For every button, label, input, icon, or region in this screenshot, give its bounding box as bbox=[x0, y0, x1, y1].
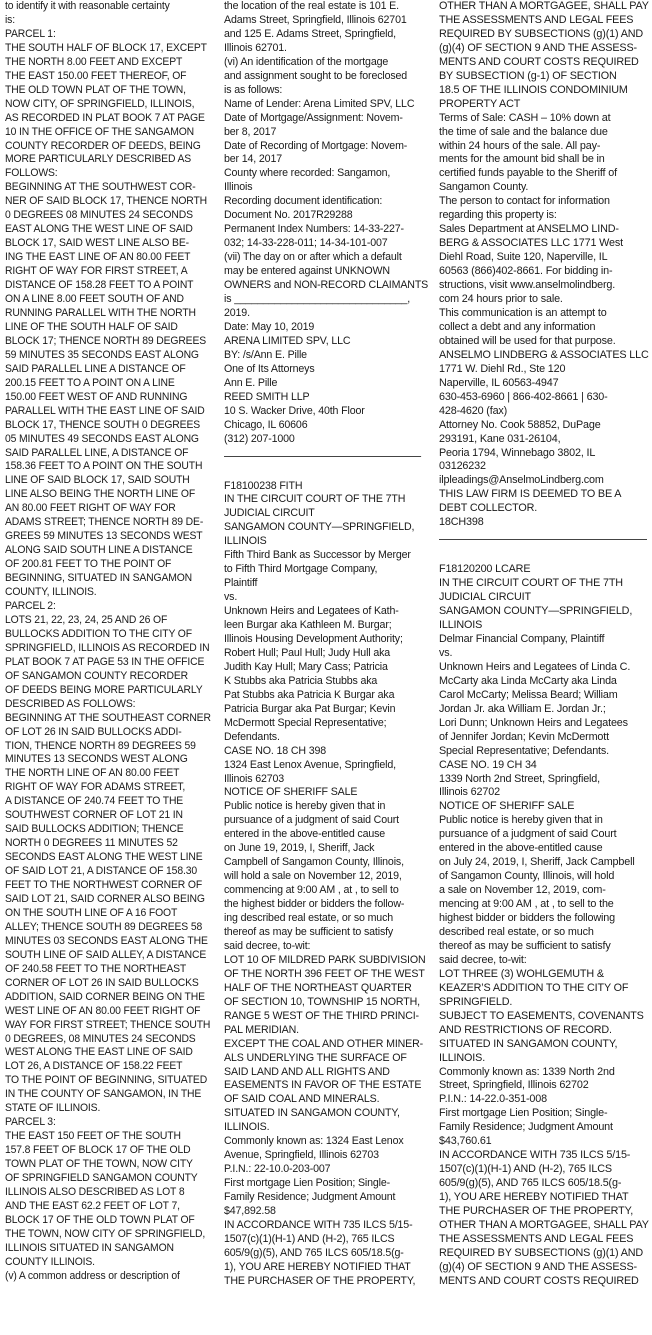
text-line: This communication is an attempt to bbox=[439, 306, 607, 319]
text-line: ON THE SOUTH LINE OF A 16 FOOT bbox=[5, 906, 178, 919]
text-line: PARALLEL WITH THE EAST LINE OF SAID bbox=[5, 404, 205, 417]
text-line: First mortgage Lien Position; Single- bbox=[439, 1107, 608, 1120]
text-line: NER OF SAID BLOCK 17, THENCE NORTH bbox=[5, 195, 208, 208]
text-line: BLOCK 17; THENCE NORTH 89 DEGREES bbox=[5, 334, 207, 347]
text-line: STATE OF ILLINOIS. bbox=[5, 1102, 101, 1115]
text-line: 605/9(g)(5), AND 765 ILCS 605/18.5(g- bbox=[224, 1246, 404, 1259]
text-line: is: bbox=[5, 13, 15, 26]
text-line: SOUTHWEST CORNER OF LOT 21 IN bbox=[5, 809, 183, 822]
text-line: Sales Department at ANSELMO LIND- bbox=[439, 223, 619, 236]
text-line: LOTS 21, 22, 23, 24, 25 AND 26 OF bbox=[5, 613, 168, 626]
text-line: CORNER OF LOT 26 IN SAID BULLOCKS bbox=[5, 976, 199, 989]
text-line: SITUATED IN SANGAMON COUNTY, bbox=[224, 1107, 400, 1120]
text-line: One of Its Attorneys bbox=[224, 362, 315, 375]
text-line: McCarty aka Linda McCarty aka Linda bbox=[439, 674, 617, 687]
text-line: Fifth Third Bank as Successor by Merger bbox=[224, 549, 411, 562]
text-line: 428-4620 (fax) bbox=[439, 404, 508, 417]
text-line: OF DEEDS BEING MORE PARTICULARLY bbox=[5, 683, 203, 696]
text-line: Family Residence; Judgment Amount bbox=[224, 1191, 396, 1204]
text-line: com 24 hours prior to sale. bbox=[439, 293, 563, 306]
text-line: MENTS AND COURT COSTS REQUIRED bbox=[439, 1274, 639, 1287]
text-line: Patricia Burgar aka Pat Burgar; Kevin bbox=[224, 702, 396, 715]
text-line: 1507(c)(1)(H-1) AND (H-2), 765 ILCS bbox=[224, 1232, 395, 1245]
text-line: LINE OF THE SOUTH HALF OF SAID bbox=[5, 320, 178, 333]
text-line: $43,760.61 bbox=[439, 1135, 492, 1148]
text-line: RIGHT OF WAY FOR ADAMS STREET, bbox=[5, 781, 186, 794]
text-line: SANGAMON COUNTY—SPRINGFIELD, bbox=[439, 605, 633, 618]
text-line: BLOCK 17 OF THE OLD TOWN PLAT OF bbox=[5, 1213, 195, 1226]
text-line: 1), YOU ARE HEREBY NOTIFIED THAT bbox=[224, 1260, 411, 1273]
text-line: Jordan Jr. aka William E. Jordan Jr.; bbox=[439, 702, 606, 715]
text-line: Illinois 62701. bbox=[224, 41, 287, 54]
text-line: 1), YOU ARE HEREBY NOTIFIED THAT bbox=[439, 1191, 629, 1204]
text-line: LINE OF SAID BLOCK 17, SAID SOUTH bbox=[5, 474, 190, 487]
text-line: DEBT COLLECTOR. bbox=[439, 502, 538, 515]
text-line: Campbell of Sangamon County, Illinois, bbox=[224, 856, 404, 869]
divider-spacer bbox=[439, 549, 652, 563]
text-line: SECONDS EAST ALONG THE WEST LINE bbox=[5, 851, 203, 864]
text-line: vs. bbox=[439, 646, 453, 659]
text-line: 293191, Kane 031-26104, bbox=[439, 432, 561, 445]
text-line: County where recorded: Sangamon, bbox=[224, 167, 391, 180]
text-line: GREES 59 MINUTES 13 SECONDS WEST bbox=[5, 530, 203, 543]
text-line: NOW CITY, OF SPRINGFIELD, ILLINOIS, bbox=[5, 97, 195, 110]
text-line: PROPERTY ACT bbox=[439, 97, 521, 110]
text-line: 032; 14-33-228-011; 14-34-101-007 bbox=[224, 237, 388, 250]
text-line: REED SMITH LLP bbox=[224, 390, 310, 403]
text-line: ILLINOIS. bbox=[224, 1121, 270, 1134]
text-line: EAST ALONG THE WEST LINE OF SAID bbox=[5, 223, 193, 236]
text-line: BY: /s/Ann E. Pille bbox=[224, 348, 307, 361]
text-line: Illinois Housing Development Authority; bbox=[224, 632, 403, 645]
text-line: ILLINOIS ALSO DESCRIBED AS LOT 8 bbox=[5, 1186, 185, 1199]
text-line: IN THE CIRCUIT COURT OF THE 7TH bbox=[224, 493, 406, 506]
text-line: BEGINNING AT THE SOUTHWEST COR- bbox=[5, 181, 196, 194]
text-line: Commonly known as: 1339 North 2nd bbox=[439, 1065, 615, 1078]
text-line: thereof as may be sufficient to satisfy bbox=[439, 939, 611, 952]
text-line: SITUATED IN SANGAMON COUNTY, bbox=[439, 1037, 618, 1050]
text-line: Permanent Index Numbers: 14-33-227- bbox=[224, 223, 404, 236]
text-line: RIGHT OF WAY FOR FIRST STREET, A bbox=[5, 265, 188, 278]
text-line: Delmar Financial Company, Plaintiff bbox=[439, 632, 605, 645]
text-line: Peoria 1794, Winnebago 3802, IL bbox=[439, 446, 596, 459]
text-line: LOT THREE (3) WOHLGEMUTH & bbox=[439, 967, 604, 980]
text-line: A DISTANCE OF 240.74 FEET TO THE bbox=[5, 795, 184, 808]
text-line: EASEMENTS IN FAVOR OF THE ESTATE bbox=[224, 1079, 422, 1092]
text-line: Date of Recording of Mortgage: Novem- bbox=[224, 139, 408, 152]
text-line: to identify it with reasonable certainty bbox=[5, 0, 170, 12]
divider-spacer bbox=[224, 466, 428, 480]
text-line: Attorney No. Cook 58852, DuPage bbox=[439, 418, 601, 431]
text-line: Lori Dunn; Unknown Heirs and Legatees bbox=[439, 716, 628, 729]
text-line: mencing at 9:00 AM , at , to sell to the bbox=[439, 898, 614, 911]
text-line: 630-453-6960 | 866-402-8661 | 630- bbox=[439, 390, 608, 403]
text-line: the time of sale and the balance due bbox=[439, 125, 608, 138]
text-line: (g)(4) OF SECTION 9 AND THE ASSESS- bbox=[439, 41, 637, 54]
text-line: FOLLOWS: bbox=[5, 167, 58, 180]
text-line: 200.15 FEET TO A POINT ON A LINE bbox=[5, 376, 175, 389]
text-line: MENTS AND COURT COSTS REQUIRED bbox=[439, 55, 639, 68]
text-line: FEET TO THE NORTHWEST CORNER OF bbox=[5, 879, 203, 892]
text-line: THE NORTH 8.00 FEET AND EXCEPT bbox=[5, 55, 183, 68]
text-line: IN THE CIRCUIT COURT OF THE 7TH bbox=[439, 577, 623, 590]
text-line: IN THE COUNTY OF SANGAMON, IN THE bbox=[5, 1088, 202, 1101]
text-line: McDermott Special Representative; bbox=[224, 716, 387, 729]
text-line: OF SECTION 10, TOWNSHIP 15 NORTH, bbox=[224, 995, 420, 1008]
text-line: entered in the above-entitled cause bbox=[439, 842, 603, 855]
text-line: 1324 East Lenox Avenue, Springfield, bbox=[224, 758, 396, 771]
text-line: SUBJECT TO EASEMENTS, COVENANTS bbox=[439, 1009, 644, 1022]
text-line: ILLINOIS bbox=[439, 619, 483, 632]
text-line: PARCEL 3: bbox=[5, 1116, 56, 1129]
text-line: PARCEL 2: bbox=[5, 599, 56, 612]
text-line: ing described real estate, or so much bbox=[224, 912, 394, 925]
text-line: ALS UNDERLYING THE SURFACE OF bbox=[224, 1051, 407, 1064]
text-line: SAID BULLOCKS ADDITION; THENCE bbox=[5, 823, 184, 836]
text-line: ilpleadings@AnselmoLindberg.com bbox=[439, 474, 604, 487]
text-line: Adams Street, Springfield, Illinois 62701 bbox=[224, 13, 407, 26]
text-line: to Fifth Third Mortgage Company, bbox=[224, 563, 378, 576]
text-line: THE NORTH LINE OF AN 80.00 FEET bbox=[5, 767, 180, 780]
text-line: pursuance of a judgment of said Court bbox=[224, 814, 399, 827]
text-line: THE ASSESSMENTS AND LEGAL FEES bbox=[439, 1232, 634, 1245]
text-line: SPRINGFIELD. bbox=[439, 995, 513, 1008]
text-line: THE PURCHASER OF THE PROPERTY, bbox=[439, 1205, 634, 1218]
text-line: THE SOUTH HALF OF BLOCK 17, EXCEPT bbox=[5, 41, 207, 54]
text-line: EXCEPT THE COAL AND OTHER MINER- bbox=[224, 1037, 424, 1050]
text-line: The person to contact for information bbox=[439, 195, 610, 208]
text-line: structions, visit www.anselmolindberg. bbox=[439, 279, 616, 292]
text-line: on June 19, 2019, I, Sheriff, Jack bbox=[224, 842, 375, 855]
text-line: Illinois bbox=[224, 181, 253, 194]
text-line: pursuance of a judgment of said Court bbox=[439, 828, 617, 841]
text-line: and assignment sought to be foreclosed bbox=[224, 69, 408, 82]
text-line: SAID PARALLEL LINE, A DISTANCE OF bbox=[5, 446, 189, 459]
text-line: $47,892.58 bbox=[224, 1205, 276, 1218]
text-line: 03126232 bbox=[439, 460, 486, 473]
text-line: TOWN PLAT OF THE TOWN, NOW CITY bbox=[5, 1158, 193, 1171]
text-line: Document No. 2017R29288 bbox=[224, 209, 353, 222]
text-line: said decree, to-wit: bbox=[224, 939, 311, 952]
text-line: THE EAST 150 FEET OF THE SOUTH bbox=[5, 1130, 181, 1143]
text-line: BLOCK 17, THENCE SOUTH 0 DEGREES bbox=[5, 418, 201, 431]
text-line: PARCEL 1: bbox=[5, 27, 56, 40]
text-line: AND RESTRICTIONS OF RECORD. bbox=[439, 1023, 612, 1036]
text-line: F18120200 LCARE bbox=[439, 563, 531, 576]
text-line: the location of the real estate is 101 E. bbox=[224, 0, 399, 12]
text-line: First mortgage Lien Position; Single- bbox=[224, 1177, 391, 1190]
text-line: NOTICE OF SHERIFF SALE bbox=[439, 800, 575, 813]
text-line: Avenue, Springfield, Illinois 62703 bbox=[224, 1149, 379, 1162]
text-line: within 24 hours of the sale. All pay- bbox=[439, 139, 601, 152]
text-line: described real estate, or so much bbox=[439, 926, 594, 938]
text-line: SAID LAND AND ALL RIGHTS AND bbox=[224, 1065, 390, 1078]
text-line: (vii) The day on or after which a default bbox=[224, 251, 402, 264]
notice-divider bbox=[439, 539, 647, 540]
text-line: F18100238 FITH bbox=[224, 479, 303, 492]
text-line: ALONG SAID SOUTH LINE A DISTANCE bbox=[5, 544, 193, 557]
text-line: OF SANGAMON COUNTY RECORDER bbox=[5, 669, 189, 682]
text-line: ILLINOIS SITUATED IN SANGAMON bbox=[5, 1241, 174, 1254]
text-line: OF SAID COAL AND MINERALS. bbox=[224, 1093, 380, 1106]
text-line: AN 80.00 FEET RIGHT OF WAY FOR bbox=[5, 502, 176, 515]
text-line: CASE NO. 18 CH 398 bbox=[224, 744, 327, 757]
text-line: BLOCK 17, SAID WEST LINE ALSO BE- bbox=[5, 237, 189, 250]
text-line: 18CH398 bbox=[439, 516, 484, 529]
text-line: Unknown Heirs and Legatees of Linda C. bbox=[439, 660, 631, 673]
text-line: 0 DEGREES, 08 MINUTES 24 SECONDS bbox=[5, 1032, 196, 1045]
text-line: OWNERS and NON-RECORD CLAIMANTS bbox=[224, 279, 428, 292]
text-line: Illinois 62703 bbox=[224, 772, 285, 785]
text-line: Illinois 62702 bbox=[439, 786, 500, 799]
text-line: Terms of Sale: CASH – 10% down at bbox=[439, 111, 611, 124]
text-line: of Jennifer Jordan; Kevin McDermott bbox=[439, 730, 609, 743]
text-line: SAID PARALLEL LINE A DISTANCE OF bbox=[5, 362, 186, 375]
text-line: WAY FOR FIRST STREET; THENCE SOUTH bbox=[5, 1018, 211, 1031]
text-line: THE TOWN, NOW CITY OF SPRINGFIELD, bbox=[5, 1227, 206, 1240]
text-line: COUNTY ILLINOIS. bbox=[5, 1255, 95, 1268]
text-line: 605/9(g)(5), AND 765 ILCS 605/18.5(g- bbox=[439, 1177, 622, 1190]
text-line: regarding this property is: bbox=[439, 209, 557, 222]
text-line: 157.8 FEET OF BLOCK 17 OF THE OLD bbox=[5, 1144, 191, 1157]
text-line: TO THE POINT OF BEGINNING, SITUATED bbox=[5, 1074, 208, 1087]
text-line: OTHER THAN A MORTGAGEE, SHALL PAY bbox=[439, 1219, 649, 1232]
text-line: BULLOCKS ADDITION TO THE CITY OF bbox=[5, 627, 192, 640]
text-line: (vi) An identification of the mortgage bbox=[224, 55, 389, 68]
text-line: (312) 207-1000 bbox=[224, 432, 295, 445]
text-line: OF 200.81 FEET TO THE POINT OF bbox=[5, 558, 172, 571]
text-line: BEGINNING, SITUATED IN SANGAMON bbox=[5, 572, 193, 585]
text-line: Judith Kay Hull; Mary Cass; Patricia bbox=[224, 660, 388, 673]
text-line: P.I.N.: 14-22.0-351-008 bbox=[439, 1093, 547, 1106]
text-line: OF SPRINGFIELD SANGAMON COUNTY bbox=[5, 1172, 198, 1185]
text-line: Carol McCarty; Melissa Beard; William bbox=[439, 688, 618, 701]
text-line: THE OLD TOWN PLAT OF THE TOWN, bbox=[5, 83, 186, 96]
text-line: SANGAMON COUNTY—SPRINGFIELD, bbox=[224, 521, 415, 534]
text-line: THIS LAW FIRM IS DEEMED TO BE A bbox=[439, 488, 622, 501]
text-line: PAL MERIDIAN. bbox=[224, 1023, 299, 1036]
text-line: 60563 (866)402-8661. For bidding in- bbox=[439, 265, 613, 278]
text-line: K Stubbs aka Patricia Stubbs aka bbox=[224, 674, 378, 687]
text-line: and 125 E. Adams Street, Springfield, bbox=[224, 27, 396, 40]
text-line: OF SAID LOT 21, A DISTANCE OF 158.30 bbox=[5, 865, 197, 878]
text-line: said decree, to-wit: bbox=[439, 953, 527, 966]
text-line: BERG & ASSOCIATES LLC 1771 West bbox=[439, 237, 623, 250]
text-line: P.I.N.: 22-10.0-203-007 bbox=[224, 1163, 331, 1176]
text-line: ANSELMO LINDBERG & ASSOCIATES LLC bbox=[439, 348, 649, 361]
text-line: COUNTY, ILLINOIS. bbox=[5, 586, 97, 599]
text-line: 0 DEGREES 08 MINUTES 24 SECONDS bbox=[5, 209, 193, 222]
text-line: OF LOT 26 IN SAID BULLOCKS ADDI- bbox=[5, 725, 182, 738]
text-line: REQUIRED BY SUBSECTIONS (g)(1) AND bbox=[439, 27, 644, 40]
text-line: ber 14, 2017 bbox=[224, 153, 282, 166]
text-line: CASE NO. 19 CH 34 bbox=[439, 758, 537, 771]
text-line: REQUIRED BY SUBSECTIONS (g)(1) AND bbox=[439, 1246, 644, 1259]
text-line: OF THE NORTH 396 FEET OF THE WEST bbox=[224, 967, 425, 980]
text-line: THE ASSESSMENTS AND LEGAL FEES bbox=[439, 13, 634, 26]
text-line: Unknown Heirs and Legatees of Kath- bbox=[224, 605, 399, 618]
text-line: Robert Hull; Paul Hull; Judy Hull aka bbox=[224, 646, 391, 659]
column-2 bbox=[224, 0, 428, 1335]
text-line: 158.36 FEET TO A POINT ON THE SOUTH bbox=[5, 460, 203, 473]
text-line: ADAMS STREET; THENCE NORTH 89 DE- bbox=[5, 516, 204, 529]
text-line: OTHER THAN A MORTGAGEE, SHALL PAY bbox=[439, 0, 649, 12]
text-line: AND THE EAST 62.2 FEET OF LOT 7, bbox=[5, 1199, 180, 1212]
text-line: JUDICIAL CIRCUIT bbox=[439, 591, 531, 604]
text-line: 18.5 OF THE ILLINOIS CONDOMINIUM bbox=[439, 83, 628, 96]
text-line: Ann E. Pille bbox=[224, 376, 278, 389]
text-line: BEGINNING AT THE SOUTHEAST CORNER bbox=[5, 711, 211, 724]
column-1 bbox=[5, 0, 211, 1335]
text-line: HALF OF THE NORTHEAST QUARTER bbox=[224, 981, 412, 994]
text-line: ING THE EAST LINE OF AN 80.00 FEET bbox=[5, 251, 191, 264]
text-line: is ______________________________, bbox=[224, 293, 411, 306]
text-line: WEST LINE OF AN 80.00 FEET RIGHT OF bbox=[5, 1004, 201, 1017]
text-line: DISTANCE OF 158.28 FEET TO A POINT bbox=[5, 279, 194, 292]
text-line: 05 MINUTES 49 SECONDS EAST ALONG bbox=[5, 432, 199, 445]
text-line: 1771 W. Diehl Rd., Ste 120 bbox=[439, 362, 566, 375]
text-line: certified funds payable to the Sheriff of bbox=[439, 167, 617, 180]
text-line: MINUTES 13 SECONDS WEST ALONG bbox=[5, 753, 188, 766]
text-line: the highest bidder or bidders the follow- bbox=[224, 898, 405, 911]
text-line: 1507(c)(1)(H-1) AND (H-2), 765 ILCS bbox=[439, 1163, 612, 1176]
text-line: a sale on November 12, 2019, com- bbox=[439, 884, 606, 897]
text-line: PLAT BOOK 7 AT PAGE 53 IN THE OFFICE bbox=[5, 655, 205, 668]
text-line: LOT 10 OF MILDRED PARK SUBDIVISION bbox=[224, 953, 426, 966]
text-line: Recording document identification: bbox=[224, 195, 383, 208]
text-line: Name of Lender: Arena Limited SPV, LLC bbox=[224, 97, 415, 110]
text-line: Defendants. bbox=[224, 730, 280, 743]
text-line: DESCRIBED AS FOLLOWS: bbox=[5, 697, 136, 710]
text-line: Date: May 10, 2019 bbox=[224, 320, 315, 333]
text-line: KEAZER’S ADDITION TO THE CITY OF bbox=[439, 981, 629, 994]
text-line: IN ACCORDANCE WITH 735 ILCS 5/15- bbox=[224, 1219, 413, 1232]
text-line: Sangamon County. bbox=[439, 181, 529, 194]
column-3 bbox=[439, 0, 652, 1335]
text-line: MINUTES 03 SECONDS EAST ALONG THE bbox=[5, 934, 208, 947]
text-line: Naperville, IL 60563-4947 bbox=[439, 376, 559, 389]
text-line: COUNTY RECORDER OF DEEDS, BEING bbox=[5, 139, 201, 152]
text-line: ILLINOIS bbox=[224, 535, 267, 548]
text-line: BY SUBSECTION (g-1) OF SECTION bbox=[439, 69, 617, 82]
text-line: 10 IN THE OFFICE OF THE SANGAMON bbox=[5, 125, 195, 138]
text-line: RUNNING PARALLEL WITH THE NORTH bbox=[5, 306, 196, 319]
text-line: thereof as may be sufficient to satisfy bbox=[224, 926, 394, 938]
text-line: ments for the amount bid shall be in bbox=[439, 153, 605, 166]
notice-divider bbox=[224, 456, 421, 457]
text-line: Street, Springfield, Illinois 62702 bbox=[439, 1079, 589, 1092]
text-line: TION, THENCE NORTH 89 DEGREES 59 bbox=[5, 739, 196, 752]
text-line: OF 240.58 FEET TO THE NORTHEAST bbox=[5, 962, 187, 975]
text-line: Date of Mortgage/Assignment: Novem- bbox=[224, 111, 403, 124]
text-line: SPRINGFIELD, ILLINOIS AS RECORDED IN bbox=[5, 641, 210, 654]
text-line: 10 S. Wacker Drive, 40th Floor bbox=[224, 404, 365, 417]
text-line: 1339 North 2nd Street, Springfield, bbox=[439, 772, 601, 785]
text-line: Chicago, IL 60606 bbox=[224, 418, 308, 431]
text-line: Family Residence; Judgment Amount bbox=[439, 1121, 613, 1134]
text-line: (g)(4) OF SECTION 9 AND THE ASSESS- bbox=[439, 1260, 637, 1273]
text-line: vs. bbox=[224, 591, 238, 604]
text-line: IN ACCORDANCE WITH 735 ILCS 5/15- bbox=[439, 1149, 631, 1162]
text-line: Public notice is hereby given that in bbox=[224, 800, 386, 813]
text-line: THE EAST 150.00 FEET THEREOF, OF bbox=[5, 69, 187, 82]
text-line: WEST ALONG THE EAST LINE OF SAID bbox=[5, 1046, 193, 1059]
text-line: may be entered against UNKNOWN bbox=[224, 265, 390, 278]
text-line: Diehl Road, Suite 120, Naperville, IL bbox=[439, 251, 608, 264]
text-line: Special Representative; Defendants. bbox=[439, 744, 610, 757]
text-line: Pat Stubbs aka Patricia K Burgar aka bbox=[224, 688, 395, 701]
text-line: Public notice is hereby given that in bbox=[439, 814, 603, 827]
text-line: ADDITION, SAID CORNER BEING ON THE bbox=[5, 990, 205, 1003]
text-line: obtained will be used for that purpose. bbox=[439, 334, 616, 347]
text-line: NOTICE OF SHERIFF SALE bbox=[224, 786, 358, 799]
text-line: NORTH 0 DEGREES 11 MINUTES 52 bbox=[5, 837, 178, 850]
text-line: commencing at 9:00 AM , at , to sell to bbox=[224, 884, 399, 897]
text-line: ILLINOIS. bbox=[439, 1051, 486, 1064]
text-line: 59 MINUTES 35 SECONDS EAST ALONG bbox=[5, 348, 199, 361]
text-line: SAID LOT 21, SAID CORNER ALSO BEING bbox=[5, 893, 205, 905]
text-line: ARENA LIMITED SPV, LLC bbox=[224, 334, 351, 347]
text-line: of Sangamon County, Illinois, will hold bbox=[439, 870, 615, 883]
text-line: (v) A common address or description of bbox=[5, 1269, 180, 1282]
text-line: THE PURCHASER OF THE PROPERTY, bbox=[224, 1274, 416, 1287]
text-line: on July 24, 2019, I, Sheriff, Jack Campbell bbox=[439, 856, 635, 869]
text-line: collect a debt and any information bbox=[439, 320, 596, 333]
text-line: MORE PARTICULARLY DESCRIBED AS bbox=[5, 153, 192, 166]
text-line: ON A LINE 8.00 FEET SOUTH OF AND bbox=[5, 293, 184, 306]
text-line: is as follows: bbox=[224, 83, 283, 96]
text-line: highest bidder or bidders the following bbox=[439, 912, 616, 925]
text-line: leen Burgar aka Kathleen M. Burgar; bbox=[224, 619, 392, 632]
text-line: 2019. bbox=[224, 306, 250, 319]
text-line: JUDICIAL CIRCUIT bbox=[224, 507, 315, 520]
text-line: Plaintiff bbox=[224, 577, 258, 590]
text-line: ber 8, 2017 bbox=[224, 125, 277, 138]
text-line: entered in the above-entitled cause bbox=[224, 828, 386, 841]
text-line: ALLEY; THENCE SOUTH 89 DEGREES 58 bbox=[5, 920, 203, 933]
text-line: AS RECORDED IN PLAT BOOK 7 AT PAGE bbox=[5, 111, 205, 124]
text-line: will hold a sale on November 12, 2019, bbox=[224, 870, 402, 883]
text-line: Commonly known as: 1324 East Lenox bbox=[224, 1135, 404, 1148]
text-line: SOUTH LINE OF SAID ALLEY, A DISTANCE bbox=[5, 948, 207, 961]
text-line: LINE ALSO BEING THE NORTH LINE OF bbox=[5, 488, 196, 501]
text-line: RANGE 5 WEST OF THE THIRD PRINCI- bbox=[224, 1009, 419, 1022]
text-line: LOT 26, A DISTANCE OF 158.22 FEET bbox=[5, 1060, 183, 1073]
text-line: 150.00 FEET WEST OF AND RUNNING bbox=[5, 390, 188, 403]
